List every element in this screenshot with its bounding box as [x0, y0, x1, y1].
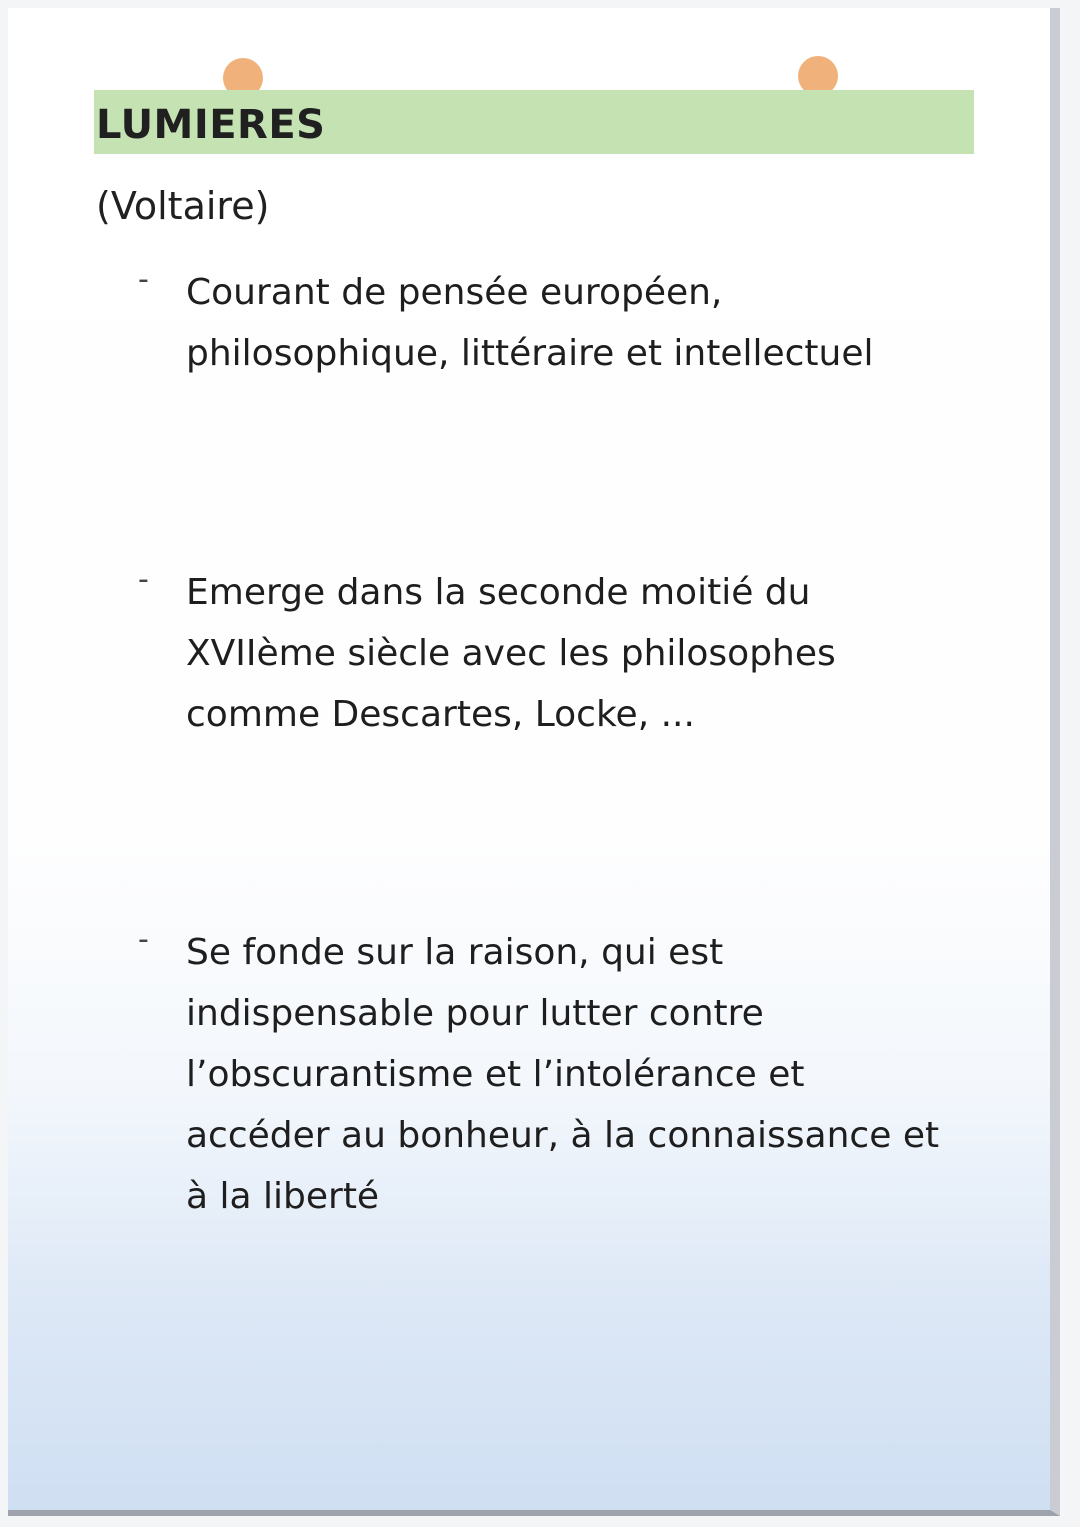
- bullet-line: comme Descartes, Locke, ...: [186, 694, 695, 735]
- bullet-dash: -: [138, 922, 149, 957]
- bullet-line: à la liberté: [186, 1176, 380, 1217]
- bullet-line: philosophique, littéraire et intellectuel: [186, 333, 874, 374]
- bullet-text: [186, 262, 966, 384]
- bullet-dash: -: [138, 262, 149, 297]
- page-subtitle: (Voltaire): [96, 184, 270, 228]
- bullet-line: l’obscurantisme et l’intolérance et: [186, 1054, 805, 1095]
- bullet-line: Courant de pensée européen,: [186, 272, 723, 313]
- page-title: LUMIERES: [96, 102, 326, 148]
- bullet-text: [186, 562, 966, 745]
- note-card: [8, 8, 1060, 1516]
- bullet-text: [186, 922, 966, 1227]
- bullet-line: Emerge dans la seconde moitié du: [186, 572, 811, 613]
- bullet-line: accéder au bonheur, à la connaissance et: [186, 1115, 940, 1156]
- bullet-line: Se fonde sur la raison, qui est: [186, 932, 724, 973]
- bullet-line: indispensable pour lutter contre: [186, 993, 764, 1034]
- bullet-line: XVIIème siècle avec les philosophes: [186, 633, 836, 674]
- bullet-dash: -: [138, 562, 149, 597]
